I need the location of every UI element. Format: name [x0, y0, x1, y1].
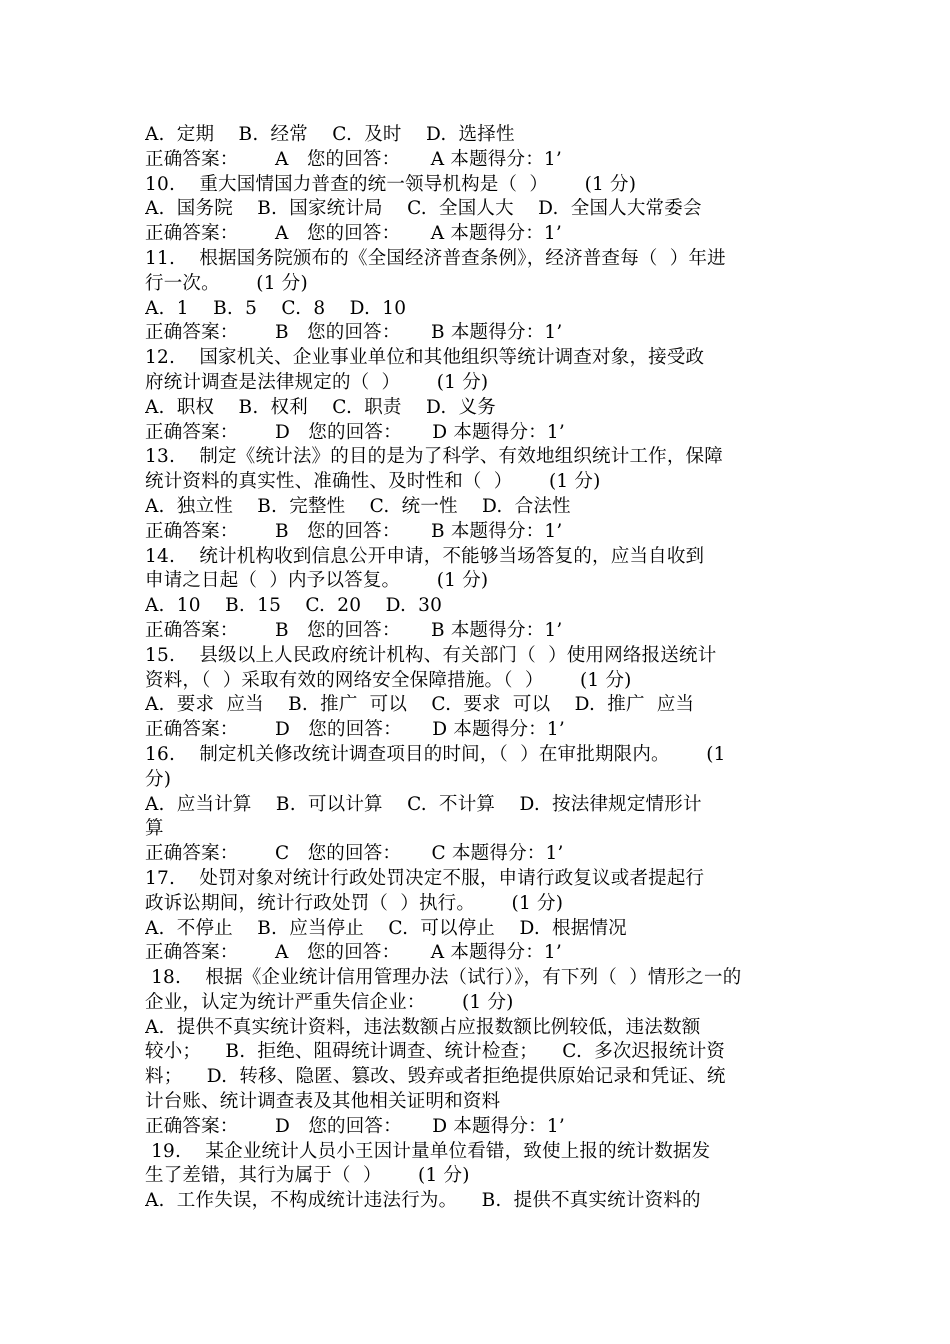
answer-line — [145, 718, 810, 743]
score-value: 1’ — [544, 322, 563, 344]
your-answer-value: A — [430, 223, 445, 245]
correct-answer-label: 正确答案： — [145, 520, 239, 542]
score-value: 1’ — [546, 1115, 565, 1137]
score-label: 本题得分： — [451, 843, 546, 865]
correct-answer-label: 正确答案： — [145, 719, 239, 741]
your-answer-value: B — [430, 619, 445, 641]
score-label: 本题得分： — [450, 223, 544, 245]
correct-answer-value: B — [275, 322, 289, 344]
text-line: 资料，（ ）采取有效的网络安全保障措施。（ ） (1 分) — [145, 669, 632, 691]
correct-answer-value: A — [275, 942, 289, 964]
text-line: 统计资料的真实性、准确性、及时性和（ ） (1 分) — [145, 471, 601, 493]
quiz-content — [145, 123, 810, 1214]
your-answer-label: 您的回答： — [306, 942, 401, 964]
correct-answer-label: 正确答案： — [145, 1115, 239, 1137]
text-line: 计台账、统计调查表及其他相关证明和资料 — [145, 1091, 501, 1113]
your-answer-label: 您的回答： — [306, 148, 401, 170]
score-value: 1’ — [543, 942, 562, 964]
text-line: 政诉讼期间，统计行政处罚（ ）执行。 (1 分) — [145, 892, 564, 914]
your-answer-value: D — [432, 1115, 448, 1137]
correct-answer-value: A — [275, 148, 289, 170]
correct-answer-label: 正确答案： — [145, 421, 239, 443]
text-line: 10. 重大国情国力普查的统一领导机构是（ ） (1 分) — [145, 173, 637, 195]
text-line: A. 定期 B. 经常 C. 及时 D. 选择性 — [145, 124, 515, 145]
correct-answer-value: A — [275, 223, 289, 245]
correct-answer-label: 正确答案： — [145, 223, 239, 245]
score-label: 本题得分： — [450, 148, 544, 170]
correct-answer-label: 正确答案： — [145, 322, 239, 344]
score-label: 本题得分： — [450, 619, 545, 641]
text-line: 14. 统计机构收到信息公开申请，不能够当场答复的，应当自收到 — [145, 545, 705, 567]
text-line: 19. 某企业统计人员小王因计量单位看错，致使上报的统计数据发 — [145, 1140, 711, 1162]
text-line: 较小； B. 拒绝、阻碍统计调查、统计检查； C. 多次迟报统计资 — [145, 1041, 726, 1063]
correct-answer-label: 正确答案： — [145, 942, 239, 964]
your-answer-value: D — [432, 719, 448, 741]
score-value: 1’ — [543, 148, 562, 170]
text-line: 算 — [145, 818, 164, 840]
text-line: 15. 县级以上人民政府统计机构、有关部门（ ）使用网络报送统计 — [145, 644, 717, 666]
correct-answer-value: D — [275, 719, 291, 741]
score-value: 1’ — [544, 619, 563, 641]
your-answer-label: 您的回答： — [307, 843, 402, 865]
text-line: 11. 根据国务院颁布的《全国经济普查条例》，经济普查每（ ）年进 — [145, 247, 726, 269]
text-line: 12. 国家机关、企业事业单位和其他组织等统计调查对象，接受政 — [145, 347, 705, 369]
score-value: 1’ — [546, 421, 565, 443]
score-label: 本题得分： — [450, 942, 544, 964]
answer-line — [145, 520, 810, 545]
text-line: 16. 制定机关修改统计调查项目的时间，（ ）在审批期限内。 (1 — [145, 743, 726, 765]
your-answer-value: B — [430, 520, 445, 542]
correct-answer-label: 正确答案： — [145, 843, 239, 865]
score-value: 1’ — [546, 719, 565, 741]
your-answer-label: 您的回答： — [308, 421, 402, 443]
score-label: 本题得分： — [453, 719, 547, 741]
your-answer-label: 您的回答： — [307, 322, 401, 344]
correct-answer-value: C — [275, 843, 290, 865]
answer-line — [145, 619, 810, 644]
text-line: A. 工作失误，不构成统计违法行为。 B. 提供不真实统计资料的 — [145, 1190, 701, 1212]
score-value: 1’ — [543, 223, 562, 245]
text-line: A. 提供不真实统计资料，违法数额占应报数额比例较低，违法数额 — [145, 1016, 701, 1038]
score-value: 1’ — [545, 843, 564, 865]
score-label: 本题得分： — [450, 520, 545, 542]
your-answer-label: 您的回答： — [307, 619, 401, 641]
text-line: 申请之日起（ ）内予以答复。 (1 分) — [145, 570, 489, 592]
your-answer-value: C — [431, 843, 446, 865]
answer-line — [145, 148, 810, 173]
text-line: 18. 根据《企业统计信用管理办法（试行）》，有下列（ ）情形之一的 — [145, 967, 742, 989]
text-line: 分) — [145, 768, 172, 790]
answer-line — [145, 222, 810, 247]
correct-answer-label: 正确答案： — [145, 148, 239, 170]
answer-line — [145, 842, 810, 867]
your-answer-label: 您的回答： — [308, 719, 402, 741]
text-line: A. 国务院 B. 国家统计局 C. 全国人大 D. 全国人大常委会 — [145, 198, 702, 220]
answer-line — [145, 941, 810, 966]
score-label: 本题得分： — [450, 322, 545, 344]
text-line: A. 10 B. 15 C. 20 D. 30 — [145, 595, 443, 617]
text-line: A. 不停止 B. 应当停止 C. 可以停止 D. 根据情况 — [145, 917, 627, 939]
your-answer-value: A — [430, 148, 445, 170]
correct-answer-label: 正确答案： — [145, 619, 239, 641]
text-line: 行一次。 (1 分) — [145, 272, 308, 294]
score-label: 本题得分： — [453, 1115, 547, 1137]
score-value: 1’ — [544, 520, 563, 542]
answer-line — [145, 1115, 810, 1140]
answer-line — [145, 421, 810, 446]
your-answer-value: D — [432, 421, 448, 443]
text-line: 府统计调查是法律规定的（ ） (1 分) — [145, 371, 489, 393]
your-answer-label: 您的回答： — [308, 1115, 402, 1137]
text-line: A. 应当计算 B. 可以计算 C. 不计算 D. 按法律规定情形计 — [145, 793, 702, 815]
text-line: 17. 处罚对象对统计行政处罚决定不服，申请行政复议或者提起行 — [145, 867, 705, 889]
correct-answer-value: B — [275, 619, 289, 641]
text-line: A. 1 B. 5 C. 8 D. 10 — [145, 297, 407, 319]
text-line: 生了差错，其行为属于（ ） (1 分) — [145, 1165, 470, 1187]
text-line: 13. 制定《统计法》的目的是为了科学、有效地组织统计工作，保障 — [145, 446, 723, 468]
correct-answer-value: B — [275, 520, 289, 542]
text-line: A. 职权 B. 权利 C. 职责 D. 义务 — [145, 396, 496, 418]
answer-line — [145, 321, 810, 346]
your-answer-value: A — [430, 942, 445, 964]
your-answer-label: 您的回答： — [307, 520, 401, 542]
your-answer-value: B — [430, 322, 445, 344]
your-answer-label: 您的回答： — [306, 223, 401, 245]
text-line: A. 要求 应当 B. 推广 可以 C. 要求 可以 D. 推广 应当 — [145, 694, 695, 716]
correct-answer-value: D — [275, 1115, 291, 1137]
text-line: 料； D. 转移、隐匿、篡改、毁弃或者拒绝提供原始记录和凭证、统 — [145, 1066, 726, 1088]
score-label: 本题得分： — [453, 421, 547, 443]
text-line: A. 独立性 B. 完整性 C. 统一性 D. 合法性 — [145, 495, 571, 517]
correct-answer-value: D — [275, 421, 291, 443]
text-line: 企业，认定为统计严重失信企业： (1 分) — [145, 991, 514, 1013]
